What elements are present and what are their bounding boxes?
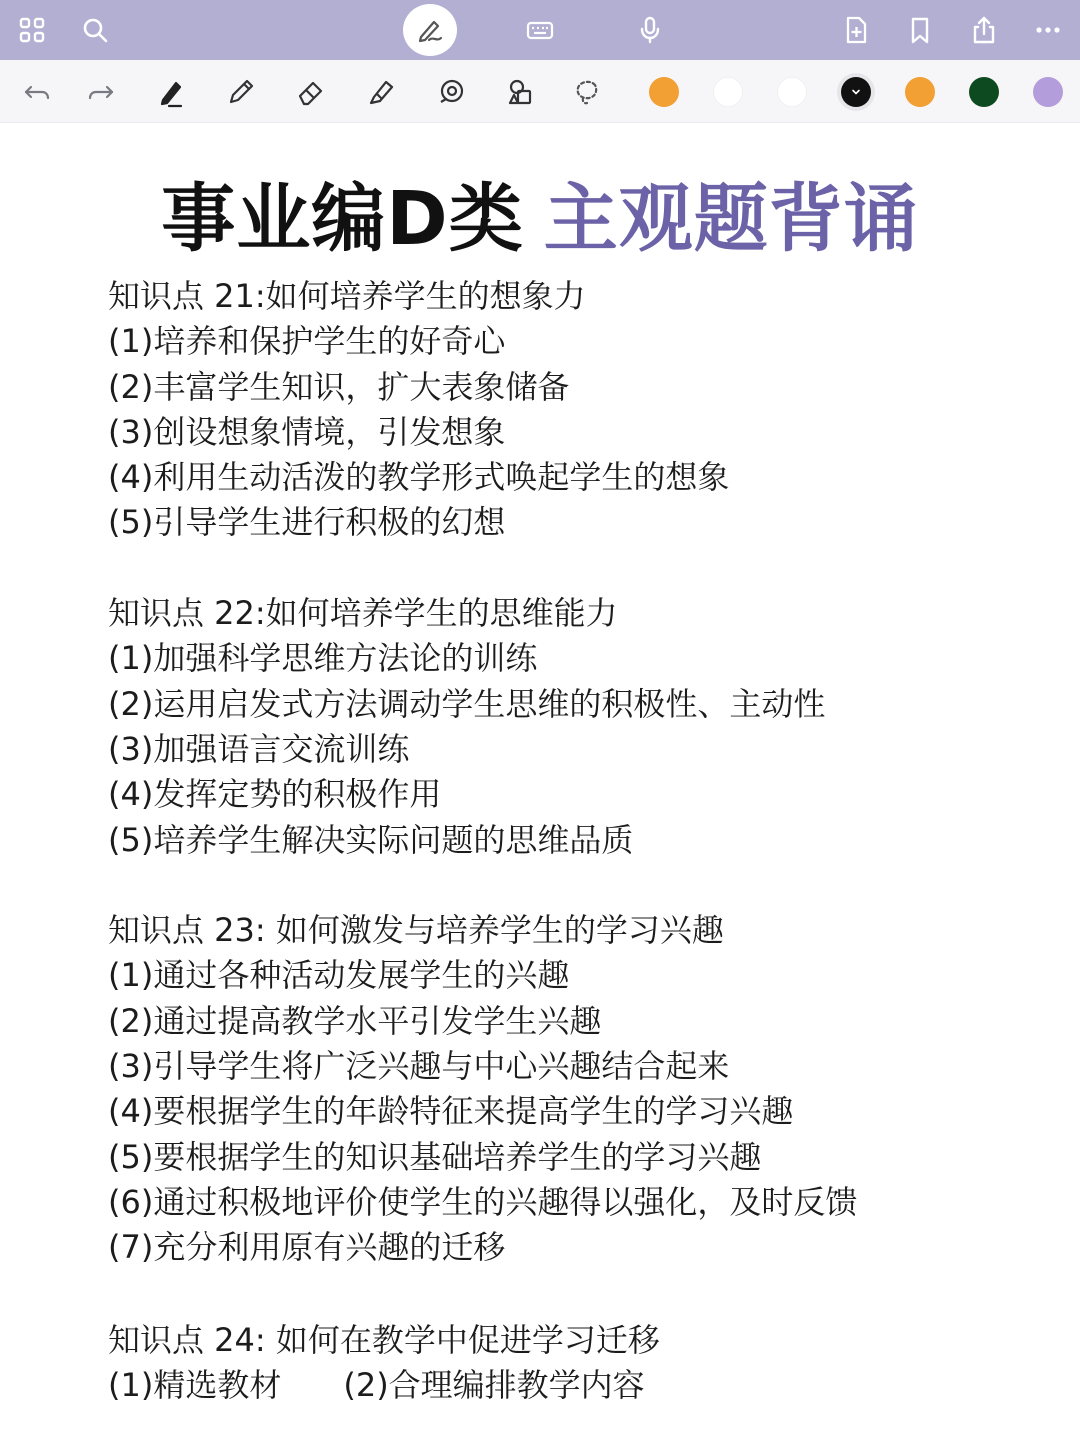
more-icon[interactable] xyxy=(1028,10,1068,50)
section-23 xyxy=(108,908,1008,1270)
section-heading: 知识点 21:如何培养学生的想象力 xyxy=(108,277,586,315)
list-item: (5)培养学生解决实际问题的思维品质 xyxy=(108,820,634,859)
title-main: 事业编D类 xyxy=(161,176,524,262)
title-accent: 主观题背诵 xyxy=(543,176,919,262)
pencil-icon[interactable] xyxy=(222,73,260,111)
list-item: (4)利用生动活泼的教学形式唤起学生的想象 xyxy=(108,458,730,497)
list-item: (6)通过积极地评价使学生的兴趣得以强化，及时反馈 xyxy=(108,1182,858,1221)
shape-recognize-icon[interactable] xyxy=(432,73,470,111)
page-title xyxy=(0,160,1080,266)
undo-icon[interactable] xyxy=(18,73,56,111)
section-heading: 知识点 23: 如何激发与培养学生的学习兴趣 xyxy=(108,911,724,950)
section-heading: 知识点 24: 如何在教学中促进学习迁移 xyxy=(108,1320,660,1359)
microphone-icon[interactable] xyxy=(630,10,670,50)
list-item: (3)加强语言交流训练 xyxy=(108,729,410,768)
search-icon[interactable] xyxy=(75,10,115,50)
list-item: (2)运用启发式方法调动学生思维的积极性、主动性 xyxy=(108,684,826,723)
color-swatch-orange[interactable] xyxy=(649,77,679,107)
list-item: (5)引导学生进行积极的幻想 xyxy=(108,503,506,542)
bookmark-icon[interactable] xyxy=(900,10,940,50)
shapes-icon[interactable] xyxy=(502,73,540,111)
list-item: (2)合理编排教学内容 xyxy=(343,1365,645,1404)
color-swatch-white[interactable] xyxy=(713,77,743,107)
section-heading: 知识点 22:如何培养学生的思维能力 xyxy=(108,594,618,633)
keyboard-icon[interactable] xyxy=(520,10,560,50)
chevron-down-icon xyxy=(850,86,862,98)
list-item: (3)创设想象情境，引发想象 xyxy=(108,412,506,451)
spacer xyxy=(108,1271,1008,1318)
list-item: (3)引导学生将广泛兴趣与中心兴趣结合起来 xyxy=(108,1047,730,1086)
fountain-pen-icon[interactable] xyxy=(152,73,190,111)
list-item: (2)通过提高教学水平引发学生兴趣 xyxy=(108,1001,602,1040)
list-item-row xyxy=(108,1363,1008,1408)
add-page-icon[interactable] xyxy=(836,10,876,50)
redo-icon[interactable] xyxy=(82,73,120,111)
spacer xyxy=(108,546,1008,591)
color-swatch-white-2[interactable] xyxy=(777,77,807,107)
spacer xyxy=(108,863,1008,908)
grid-icon[interactable] xyxy=(12,10,52,50)
top-navigation-bar xyxy=(0,0,1080,60)
color-swatch-orange-2[interactable] xyxy=(905,77,935,107)
color-swatch-lavender[interactable] xyxy=(1033,77,1063,107)
lasso-icon[interactable] xyxy=(568,73,606,111)
list-item: (1)培养和保护学生的好奇心 xyxy=(108,322,506,361)
section-22 xyxy=(108,591,1008,863)
list-item: (1)通过各种活动发展学生的兴趣 xyxy=(108,956,570,995)
color-swatch-black[interactable] xyxy=(841,77,871,107)
section-21 xyxy=(108,274,1008,546)
note-content xyxy=(108,274,1008,1408)
list-item: (1)加强科学思维方法论的训练 xyxy=(108,639,538,678)
pen-mode-icon[interactable] xyxy=(403,4,457,56)
list-item: (5)要根据学生的知识基础培养学生的学习兴趣 xyxy=(108,1137,762,1176)
color-swatch-dark-green[interactable] xyxy=(969,77,999,107)
list-item: (4)要根据学生的年龄特征来提高学生的学习兴趣 xyxy=(108,1092,794,1131)
tool-bar xyxy=(0,60,1080,123)
highlighter-icon[interactable] xyxy=(362,73,400,111)
list-item: (7)充分利用原有兴趣的迁移 xyxy=(108,1228,506,1267)
list-item: (4)发挥定势的积极作用 xyxy=(108,775,442,814)
eraser-icon[interactable] xyxy=(292,73,330,111)
section-24 xyxy=(108,1318,1008,1409)
share-icon[interactable] xyxy=(964,10,1004,50)
list-item: (1)精选教材 xyxy=(108,1365,282,1404)
list-item: (2)丰富学生知识，扩大表象储备 xyxy=(108,367,570,406)
